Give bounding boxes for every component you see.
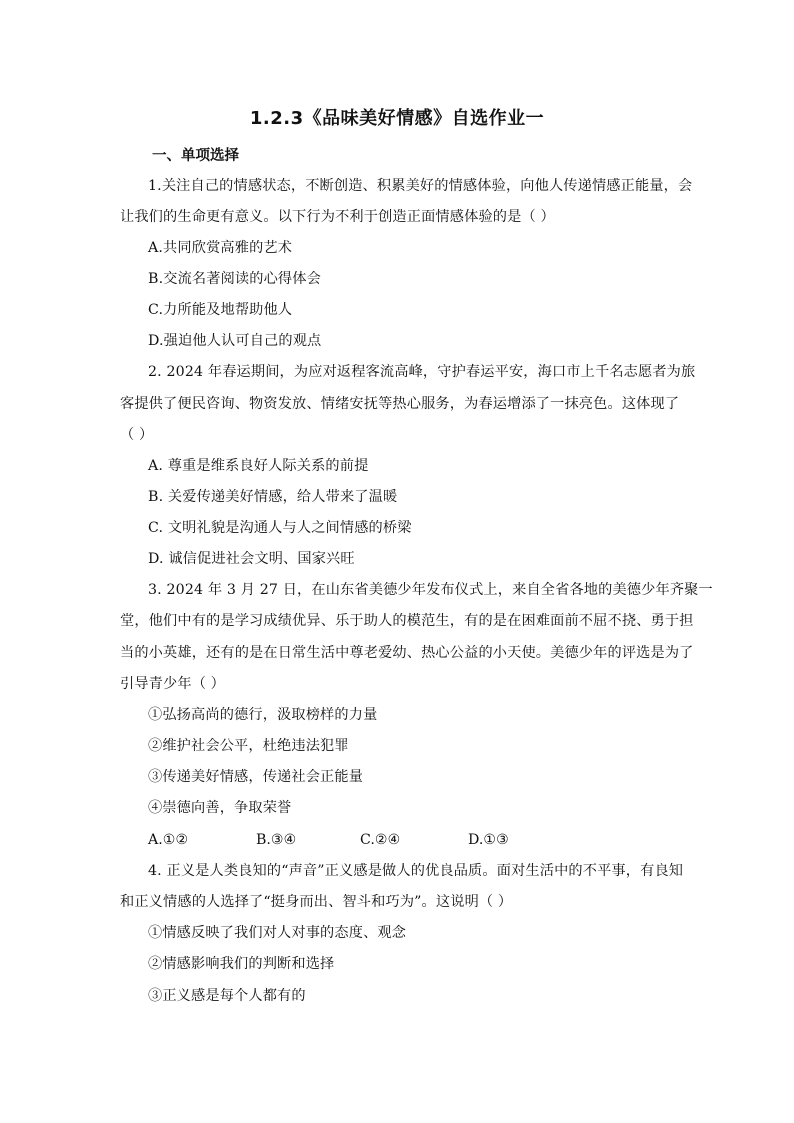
q3-stem-line1: 3. 2024 年 3 月 27 日，在山东省美德少年发布仪式上，来自全省各地的美德少年齐聚一 [148, 582, 713, 598]
q3-stem-line3: 当的小英雄，还有的是在日常生活中尊老爱幼、热心公益的小天使。美德少年的评选是为了 [120, 645, 694, 661]
q2-stem-line3: （ ） [120, 427, 154, 443]
section-heading: 一、单项选择 [152, 148, 239, 164]
q4-statement-1: ①情感反映了我们对人对事的态度、观念 [148, 925, 407, 941]
q3-statement-2: ②维护社会公平，杜绝违法犯罪 [148, 738, 349, 754]
q3-option-c: C.②④ [360, 832, 401, 848]
q4-stem-line2: 和正义情感的人选择了“挺身而出、智斗和巧为”。这说明（ ） [120, 894, 513, 910]
q1-option-b: B.交流名著阅读的心得体会 [148, 271, 321, 287]
q3-option-d: D.①③ [468, 832, 509, 848]
q3-statement-4: ④崇德向善，争取荣誉 [148, 800, 292, 816]
q1-option-c: C.力所能及地帮助他人 [148, 302, 293, 318]
q4-statement-3: ③正义感是每个人都有的 [148, 988, 306, 1004]
q3-stem-line2: 堂，他们中有的是学习成绩优异、乐于助人的模范生，有的是在困难面前不屈不挠、勇于担 [120, 613, 694, 629]
q1-option-d: D.强迫他人认可自己的观点 [148, 333, 322, 349]
q4-statement-2: ②情感影响我们的判断和选择 [148, 956, 335, 972]
q3-option-b: B.③④ [256, 832, 297, 848]
q3-statement-3: ③传递美好情感，传递社会正能量 [148, 769, 364, 785]
q1-stem-line1: 1.关注自己的情感状态，不断创造、积累美好的情感体验，向他人传递情感正能量，会 [148, 178, 693, 194]
q3-stem-line4: 引导青少年（ ） [120, 676, 226, 692]
q3-statement-1: ①弘扬高尚的德行，汲取榜样的力量 [148, 707, 378, 723]
q2-stem-line1: 2. 2024 年春运期间，为应对返程客流高峰，守护春运平安，海口市上千名志愿者为旅 [148, 364, 696, 380]
q2-option-b: B. 关爱传递美好情感，给人带来了温暖 [148, 489, 398, 505]
q2-option-c: C. 文明礼貌是沟通人与人之间情感的桥梁 [148, 520, 412, 536]
document-title: 1.2.3《品味美好情感》自选作业一 [249, 108, 545, 129]
q2-option-d: D. 诚信促进社会文明、国家兴旺 [148, 551, 355, 567]
q4-stem-line1: 4. 正义是人类良知的“声音”正义感是做人的优良品质。面对生活中的不平事，有良知 [148, 863, 684, 879]
q3-option-a: A.①② [148, 832, 189, 848]
q1-stem-line2: 让我们的生命更有意义。以下行为不利于创造正面情感体验的是（ ） [120, 209, 555, 225]
q1-option-a: A.共同欣赏高雅的艺术 [148, 240, 293, 256]
q2-option-a: A. 尊重是维系良好人际关系的前提 [148, 458, 369, 474]
q2-stem-line2: 客提供了便民咨询、物资发放、情绪安抚等热心服务，为春运增添了一抹亮色。这体现了 [120, 396, 680, 412]
